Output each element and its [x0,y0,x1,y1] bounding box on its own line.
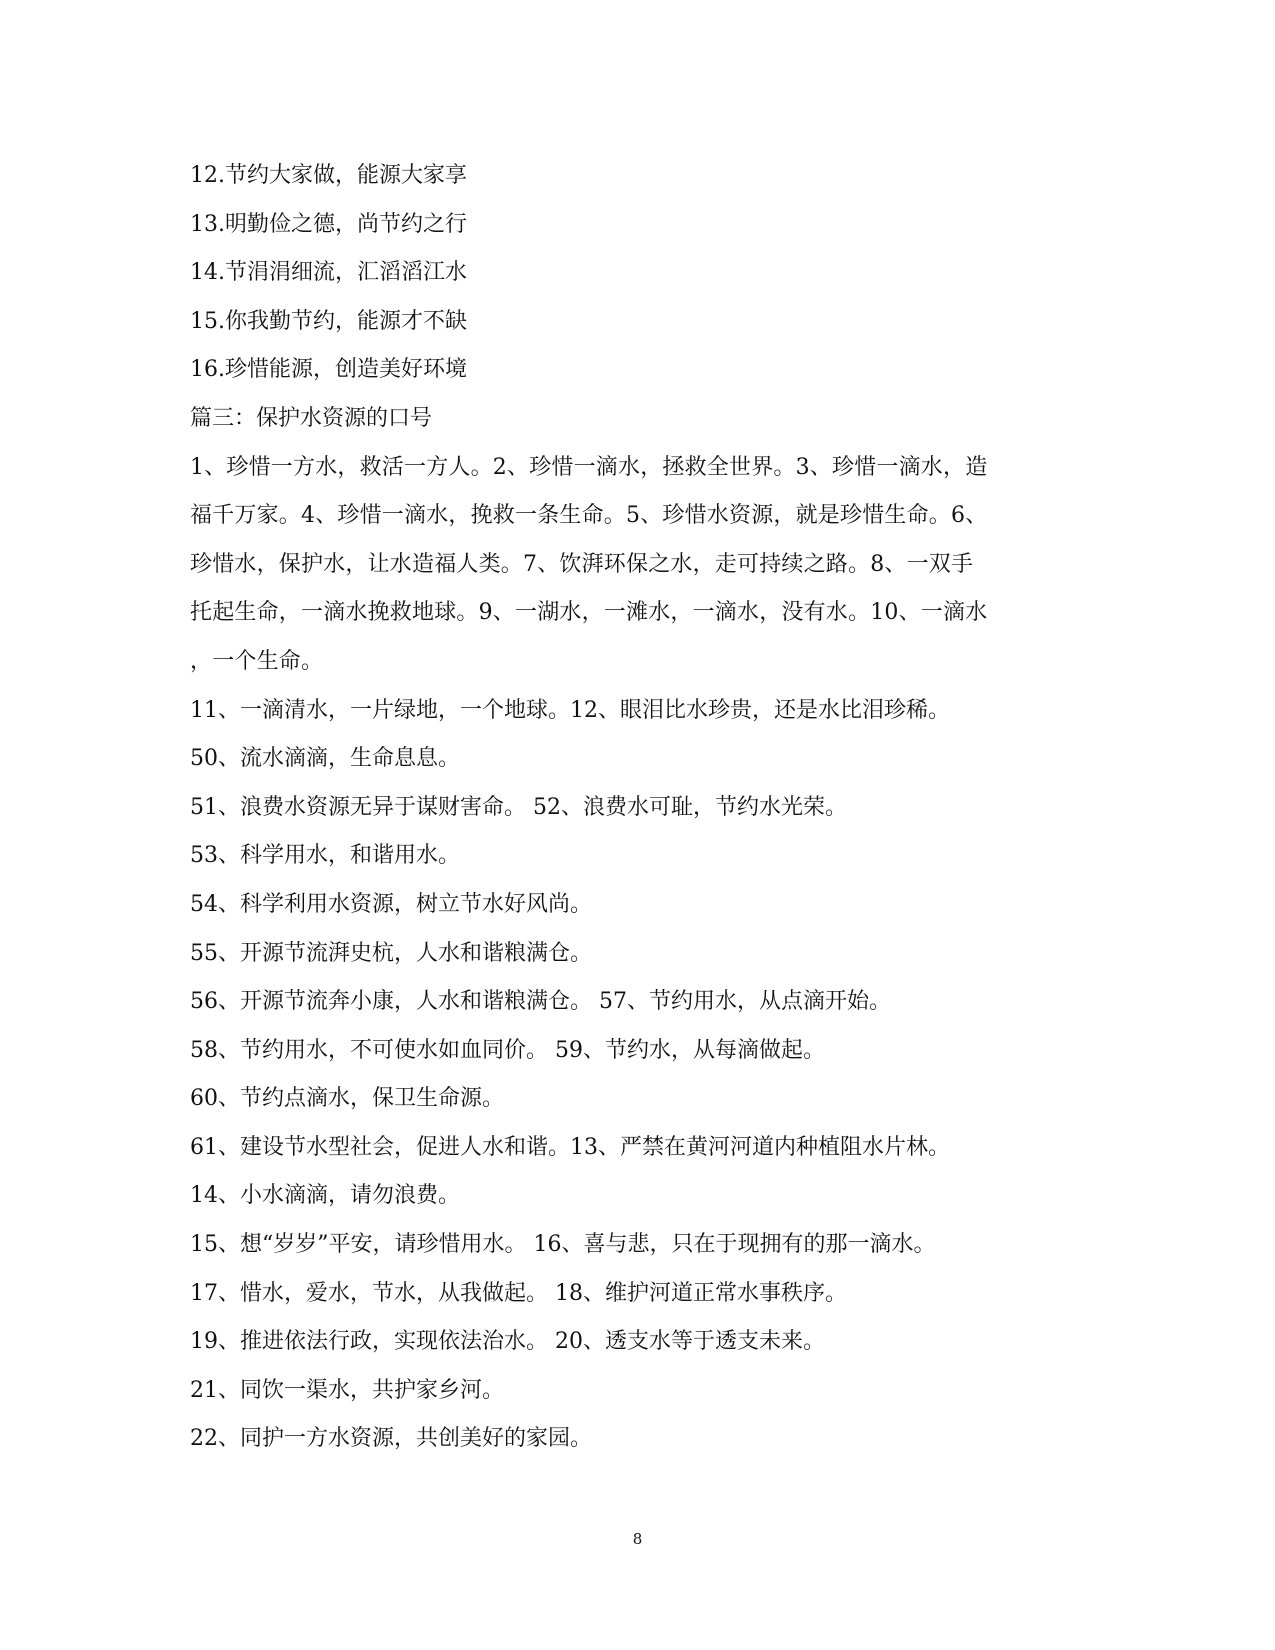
list-item: 56、开源节流奔小康，人水和谐粮满仓。 57、节约用水，从点滴开始。 [190,989,891,1015]
slogan-paragraph [190,444,1085,687]
list-item: 17、惜水，爱水，节水，从我做起。 18、维护河道正常水事秩序。 [190,1280,847,1306]
list-item: 61、建设节水型社会，促进人水和谐。13、严禁在黄河河道内种植阻水片林。 [190,1134,950,1160]
list-item: 55、开源节流湃史杭，人水和谐粮满仓。 [190,940,592,966]
list-item: 19、推进依法行政，实现依法治水。 20、透支水等于透支未来。 [190,1329,825,1355]
page-content [190,152,1085,1464]
section-heading: 篇三：保护水资源的口号 [190,405,433,431]
list-item: 51、浪费水资源无异于谋财害命。 52、浪费水可耻，节约水光荣。 [190,794,847,820]
paragraph-line: ，一个生命。 [190,648,324,674]
list-item: 13.明勤俭之德，尚节约之行 [190,211,467,237]
paragraph-line: 1、珍惜一方水，救活一方人。2、珍惜一滴水，拯救全世界。3、珍惜一滴水，造 [190,454,988,480]
list-item: 15.你我勤节约，能源才不缺 [190,308,467,334]
energy-slogan-list [190,152,1085,395]
list-item: 14、小水滴滴，请勿浪费。 [190,1183,460,1209]
list-item: 16.珍惜能源，创造美好环境 [190,357,467,383]
paragraph-line: 托起生命，一滴水挽救地球。9、一湖水，一滩水，一滴水，没有水。10、一滴水 [190,600,988,626]
list-item: 53、科学用水，和谐用水。 [190,843,460,869]
list-item: 60、节约点滴水，保卫生命源。 [190,1086,504,1112]
water-slogan-list [190,687,1085,1465]
list-item: 12.节约大家做，能源大家享 [190,163,467,188]
list-item: 50、流水滴滴，生命息息。 [190,746,460,772]
list-item: 22、同护一方水资源，共创美好的家园。 [190,1426,592,1452]
list-item: 11、一滴清水，一片绿地，一个地球。12、眼泪比水珍贵，还是水比泪珍稀。 [190,697,950,723]
list-item: 21、同饮一渠水，共护家乡河。 [190,1377,504,1403]
paragraph-line: 珍惜水，保护水，让水造福人类。7、饮湃环保之水，走可持续之路。8、一双手 [190,551,974,577]
list-item: 14.节涓涓细流，汇滔滔江水 [190,260,467,286]
list-item: 58、节约用水，不可使水如血同价。 59、节约水，从每滴做起。 [190,1037,825,1063]
list-item: 15、想“岁岁”平安，请珍惜用水。 16、喜与悲，只在于现拥有的那一滴水。 [190,1232,936,1258]
page-number: 8 [632,1530,643,1548]
paragraph-line: 福千万家。4、珍惜一滴水，挽救一条生命。5、珍惜水资源，就是珍惜生命。6、 [190,503,988,529]
list-item: 54、科学利用水资源，树立节水好风尚。 [190,891,592,917]
